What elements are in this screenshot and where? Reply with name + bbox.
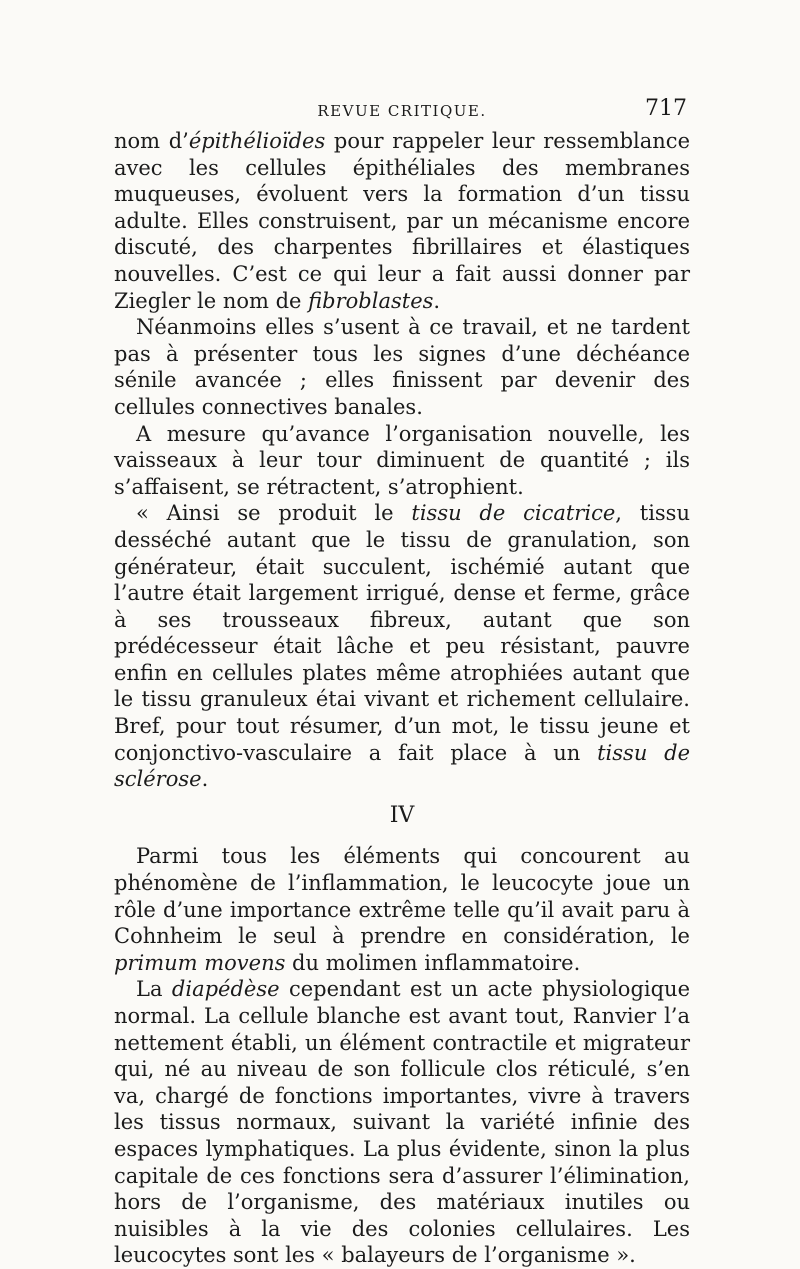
paragraph-1-italic-1: épithélioïdes <box>188 129 326 153</box>
paragraph-6-text-a: La <box>136 977 172 1002</box>
paragraph-4-text-c: . <box>201 767 209 792</box>
page-body <box>114 128 690 1269</box>
paragraph-4-text-b: , tissu desséché autant que le tissu de granulation, son générateur, était succulent, ischémié autant que l’autre était largement irrigué, dense et ferme, grâce à ses trousseaux fibreux, autant que son prédécesseur était lâche et peu résistant, pauvre enfin en cellules plates même atrophiées autant que le tissu granuleux étai vivant et richement cellulaire. Bref, pour tout résumer, d’un mot, le tissu jeune et conjonctivo-vasculaire a fait place à un <box>114 501 690 765</box>
paragraph-1-text-c: . <box>433 288 441 313</box>
paragraph-5 <box>114 843 690 976</box>
paragraph-4 <box>114 500 690 793</box>
page-header <box>117 96 687 126</box>
page-number: 717 <box>645 96 687 121</box>
paragraph-1-text-a: nom d’ <box>114 129 189 153</box>
running-title: REVUE CRITIQUE. <box>317 102 487 120</box>
paragraph-2: Néanmoins elles s’usent à ce travail, et ne tardent pas à présenter tous les signes d’une déchéance sénile avancée ; elles finissent par devenir des cellules connectives banales. <box>114 315 690 419</box>
paragraph-1-italic-2: fibroblastes <box>308 288 434 313</box>
paragraph-4-text-a: « Ainsi se produit le <box>136 501 412 526</box>
paragraph-5-text-a: Parmi tous les éléments qui concourent au phénomène de l’inflammation, le leucocyte joue un rôle d’une importance extrême telle qu’il avait paru à Cohnheim le seul à prendre en considération, le <box>114 844 690 949</box>
paragraph-6-italic-1: diapédèse <box>171 977 280 1002</box>
paragraph-4-italic-1: tissu de cicatrice <box>411 501 616 526</box>
paragraph-1 <box>114 128 690 314</box>
paragraph-4-italic-2: tissu de sclérose <box>114 740 690 792</box>
paragraph-6-text-b: cependant est un acte physiologique normal. La cellule blanche est avant tout, Ranvier l’a nettement établi, un élément contractile et migrateur qui, né au niveau de son follicule clos réticulé, s’en va, chargé de fonctions importantes, vivre à travers les tissus normaux, suivant la variété infinie des espaces lymphatiques. La plus évidente, sinon la plus capitale de ces fonctions sera d’assurer l’élimination, hors de l’organisme, des matériaux inutiles ou nuisibles à la vie des colonies cellulaires. Les leucocytes sont les « balayeurs de l’organisme ». <box>114 977 690 1268</box>
paragraph-6 <box>114 976 690 1269</box>
section-heading: IV <box>389 802 415 828</box>
paragraph-5-italic-1: primum movens <box>114 950 286 975</box>
paragraph-5-text-b: du molimen inflammatoire. <box>285 950 581 975</box>
paragraph-3: A mesure qu’avance l’organisation nouvelle, les vaisseaux à leur tour diminuent de quantité ; ils s’affaisent, se rétractent, s’atrophient. <box>114 421 690 499</box>
paragraph-1-text-b: pour rappeler leur ressemblance avec les cellules épithéliales des membranes muqueuses, évoluent vers la formation d’un tissu adulte. Elles construisent, par un mécanisme encore discuté, des charpentes fibrillaires et élastiques nouvelles. C’est ce qui leur a fait aussi donner par Ziegler le nom de <box>114 129 690 313</box>
